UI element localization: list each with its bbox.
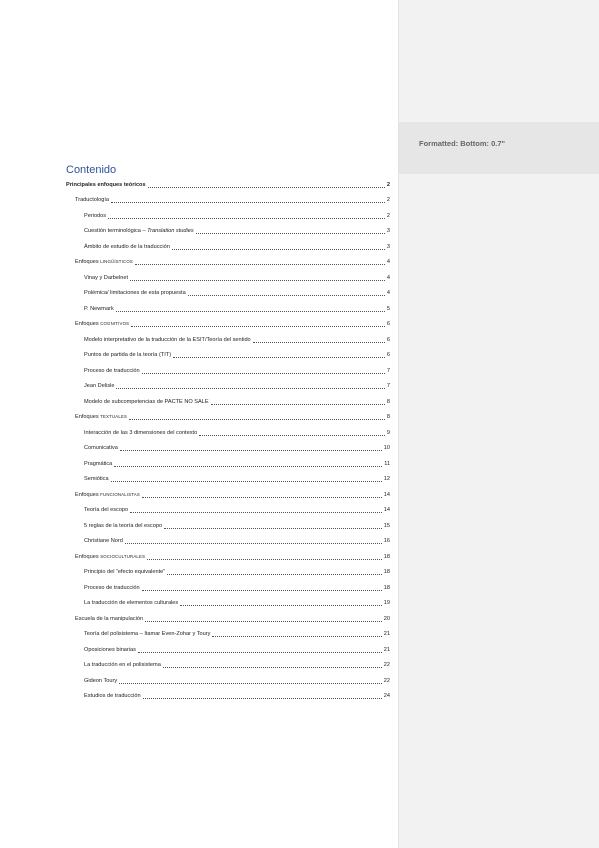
toc-entry[interactable] (84, 242, 390, 252)
toc-entry-title: La traducción de elementos culturales (84, 600, 179, 606)
toc-page-number: 14 (383, 491, 390, 498)
toc-leader-dots (164, 528, 382, 529)
toc-entry[interactable] (84, 660, 390, 670)
toc-page-number: 24 (383, 693, 390, 699)
toc-page-number: 6 (386, 352, 390, 358)
toc-page-number: 3 (386, 228, 390, 234)
toc-leader-dots (196, 233, 385, 234)
toc-page-number: 5 (386, 305, 390, 312)
toc-page-number: 22 (383, 662, 390, 668)
toc-leader-dots (131, 326, 385, 327)
toc-entry-title: Teoría del polisistema – Itamar Even-Zohar y Toury (84, 631, 211, 637)
toc-page-number: 21 (383, 631, 390, 637)
toc-entry-title: Polémica/ limitaciones de esta propuesta (84, 290, 186, 296)
toc-entry-title: Ámbito de estudio de la traducción (84, 243, 170, 250)
toc-entry-title: Puntos de partida de la teoría (TIT) (84, 352, 172, 358)
toc-entry-title: Enfoques FUNCIONALISTAS (75, 491, 140, 498)
toc-leader-dots (173, 357, 385, 358)
toc-page-number: 4 (386, 290, 390, 296)
toc-entry-title: Principio del “efecto equivalente” (84, 569, 166, 575)
toc-entry-title: Estudios de traducción (84, 693, 141, 699)
toc-entry[interactable] (84, 536, 390, 546)
toc-entry[interactable] (84, 629, 390, 639)
toc-leader-dots (253, 342, 385, 343)
toc-entry-title: Cuestión terminológica – Translation studies (84, 228, 194, 234)
toc-page-number: 16 (383, 538, 390, 544)
toc-entry[interactable] (84, 598, 390, 608)
toc-page-number: 19 (383, 600, 390, 606)
toc-entry-title: Semiótica (84, 476, 109, 482)
comment-balloon-text: Formatted: Bottom: 0.7" (419, 139, 506, 148)
toc-leader-dots (188, 295, 385, 296)
toc-leader-dots (119, 683, 382, 684)
toc-entry[interactable] (84, 521, 390, 531)
toc-page-number: 2 (386, 197, 390, 203)
toc-leader-dots (163, 667, 382, 668)
toc-page-number: 6 (386, 336, 390, 343)
toc-entry-title: Principales enfoques teóricos (66, 182, 146, 188)
toc-page-number: 4 (386, 259, 390, 265)
comment-margin-panel (398, 0, 599, 848)
toc-entry[interactable] (75, 552, 390, 562)
toc-entry[interactable] (84, 443, 390, 453)
toc-entry-title: Proceso de traducción (84, 584, 140, 591)
toc-entry-title: Jean Delisle (84, 383, 115, 389)
toc-entry-title: Teoría del escopo (84, 507, 129, 513)
toc-page-number: 2 (386, 212, 390, 219)
toc-leader-dots (114, 466, 382, 467)
toc-page-number: 7 (386, 383, 390, 389)
toc-leader-dots (142, 373, 385, 374)
toc-page-number: 11 (384, 460, 390, 467)
toc-entry[interactable] (84, 583, 390, 593)
toc-page-number: 22 (383, 677, 390, 684)
toc-leader-dots (172, 249, 385, 250)
toc-entry[interactable] (84, 226, 390, 236)
toc-page-number: 15 (383, 522, 390, 529)
toc-entry-title: Proceso de traducción (84, 367, 140, 374)
toc-page-number: 8 (386, 414, 390, 420)
toc-entry-title: La traducción en el polisistema (84, 662, 161, 668)
toc-page-number: 10 (383, 445, 390, 451)
toc-entry[interactable] (75, 614, 390, 624)
toc-entry[interactable] (75, 412, 390, 422)
toc-entry-title: Oposiciones binarias (84, 646, 136, 653)
toc-page-number: 18 (383, 569, 390, 575)
toc-page-number: 6 (386, 321, 390, 327)
toc-entry-title: 5 reglas de la teoría del escopo (84, 522, 163, 529)
toc-leader-dots (120, 450, 382, 451)
toc-entry[interactable] (84, 304, 390, 314)
toc-entry-title: Interacción de las 3 dimensiones del contexto (84, 429, 198, 436)
toc-leader-dots (138, 652, 382, 653)
toc-entry[interactable] (75, 257, 390, 267)
toc-entry[interactable] (75, 319, 390, 329)
toc-entry[interactable] (84, 676, 390, 686)
toc-entry[interactable] (84, 273, 390, 283)
toc-entry-title: Vinay y Darbelnet (84, 274, 129, 281)
toc-page-number: 7 (386, 367, 390, 374)
toc-entry-title: Modelo interpretativo de la traducción de la ESIT/Teoría del sentido (84, 336, 251, 343)
toc-entry[interactable] (75, 195, 390, 205)
toc-entry[interactable] (84, 645, 390, 655)
toc-entry-title: Gideon Toury (84, 677, 118, 684)
toc-entry-title: Enfoques SOCIOCULTURALES (75, 553, 146, 560)
toc-entry-title: Enfoques COGNITIVOS (75, 321, 130, 327)
toc-page-number: 8 (386, 398, 390, 405)
toc-entry[interactable] (84, 211, 390, 221)
toc-leader-dots (147, 559, 382, 560)
toc-leader-dots (116, 388, 384, 389)
toc-leader-dots (212, 636, 381, 637)
toc-leader-dots (148, 187, 385, 188)
toc-entry-title: Enfoques TEXTUALES (75, 414, 128, 420)
toc-leader-dots (143, 698, 382, 699)
toc-leader-dots (130, 280, 385, 281)
toc-leader-dots (130, 512, 382, 513)
toc-leader-dots (135, 264, 385, 265)
toc-entry[interactable] (75, 490, 390, 500)
toc-entry[interactable] (84, 691, 390, 701)
toc-entry[interactable] (84, 288, 390, 298)
toc-entry-title: Escuela de la manipulación (75, 615, 144, 622)
toc-page-number: 9 (386, 429, 390, 436)
toc-entry-title: Enfoques LINGÜÍSTICOS (75, 259, 133, 265)
toc-leader-dots (211, 404, 385, 405)
toc-entry-title: Christiane Nord (84, 538, 123, 544)
toc-leader-dots (125, 543, 382, 544)
toc-entry[interactable] (84, 350, 390, 360)
toc-entry[interactable] (84, 428, 390, 438)
toc-page-number: 18 (383, 553, 390, 560)
toc-entry[interactable] (84, 505, 390, 515)
toc-heading: Contenido (66, 164, 117, 176)
toc-leader-dots (116, 311, 385, 312)
toc-entry-title: P. Newmark (84, 305, 114, 312)
toc-entry[interactable] (84, 567, 390, 577)
toc-entry-title: Modelo de subcompetencias de PACTE NO SALE (84, 398, 209, 405)
toc-leader-dots (111, 481, 382, 482)
toc-entry-title: Traductología (75, 197, 109, 203)
toc-leader-dots (129, 419, 385, 420)
toc-page-number: 18 (383, 584, 390, 591)
toc-leader-dots (142, 497, 382, 498)
toc-leader-dots (167, 574, 382, 575)
toc-page-number: 14 (383, 507, 390, 513)
toc-leader-dots (180, 605, 382, 606)
toc-page-number: 12 (383, 476, 390, 482)
toc-leader-dots (111, 202, 385, 203)
toc-entry[interactable] (84, 335, 390, 345)
toc-page-number: 21 (383, 646, 390, 653)
toc-leader-dots (108, 218, 385, 219)
toc-entry[interactable] (84, 397, 390, 407)
toc-entry[interactable] (84, 474, 390, 484)
toc-entry[interactable] (66, 180, 390, 190)
toc-leader-dots (199, 435, 385, 436)
toc-entry[interactable] (84, 366, 390, 376)
toc-entry[interactable] (84, 459, 390, 469)
toc-page-number: 2 (386, 182, 390, 188)
toc-entry-title: Pragmática (84, 460, 113, 467)
toc-entry-title: Periodos (84, 212, 107, 219)
comment-balloon[interactable] (399, 122, 599, 174)
toc-page-number: 20 (383, 615, 390, 622)
toc-leader-dots (142, 590, 382, 591)
toc-page-number: 4 (386, 274, 390, 281)
toc-page-number: 3 (386, 243, 390, 250)
toc-entry[interactable] (84, 381, 390, 391)
toc-entry-title: Comunicativa (84, 445, 118, 451)
toc-leader-dots (145, 621, 382, 622)
